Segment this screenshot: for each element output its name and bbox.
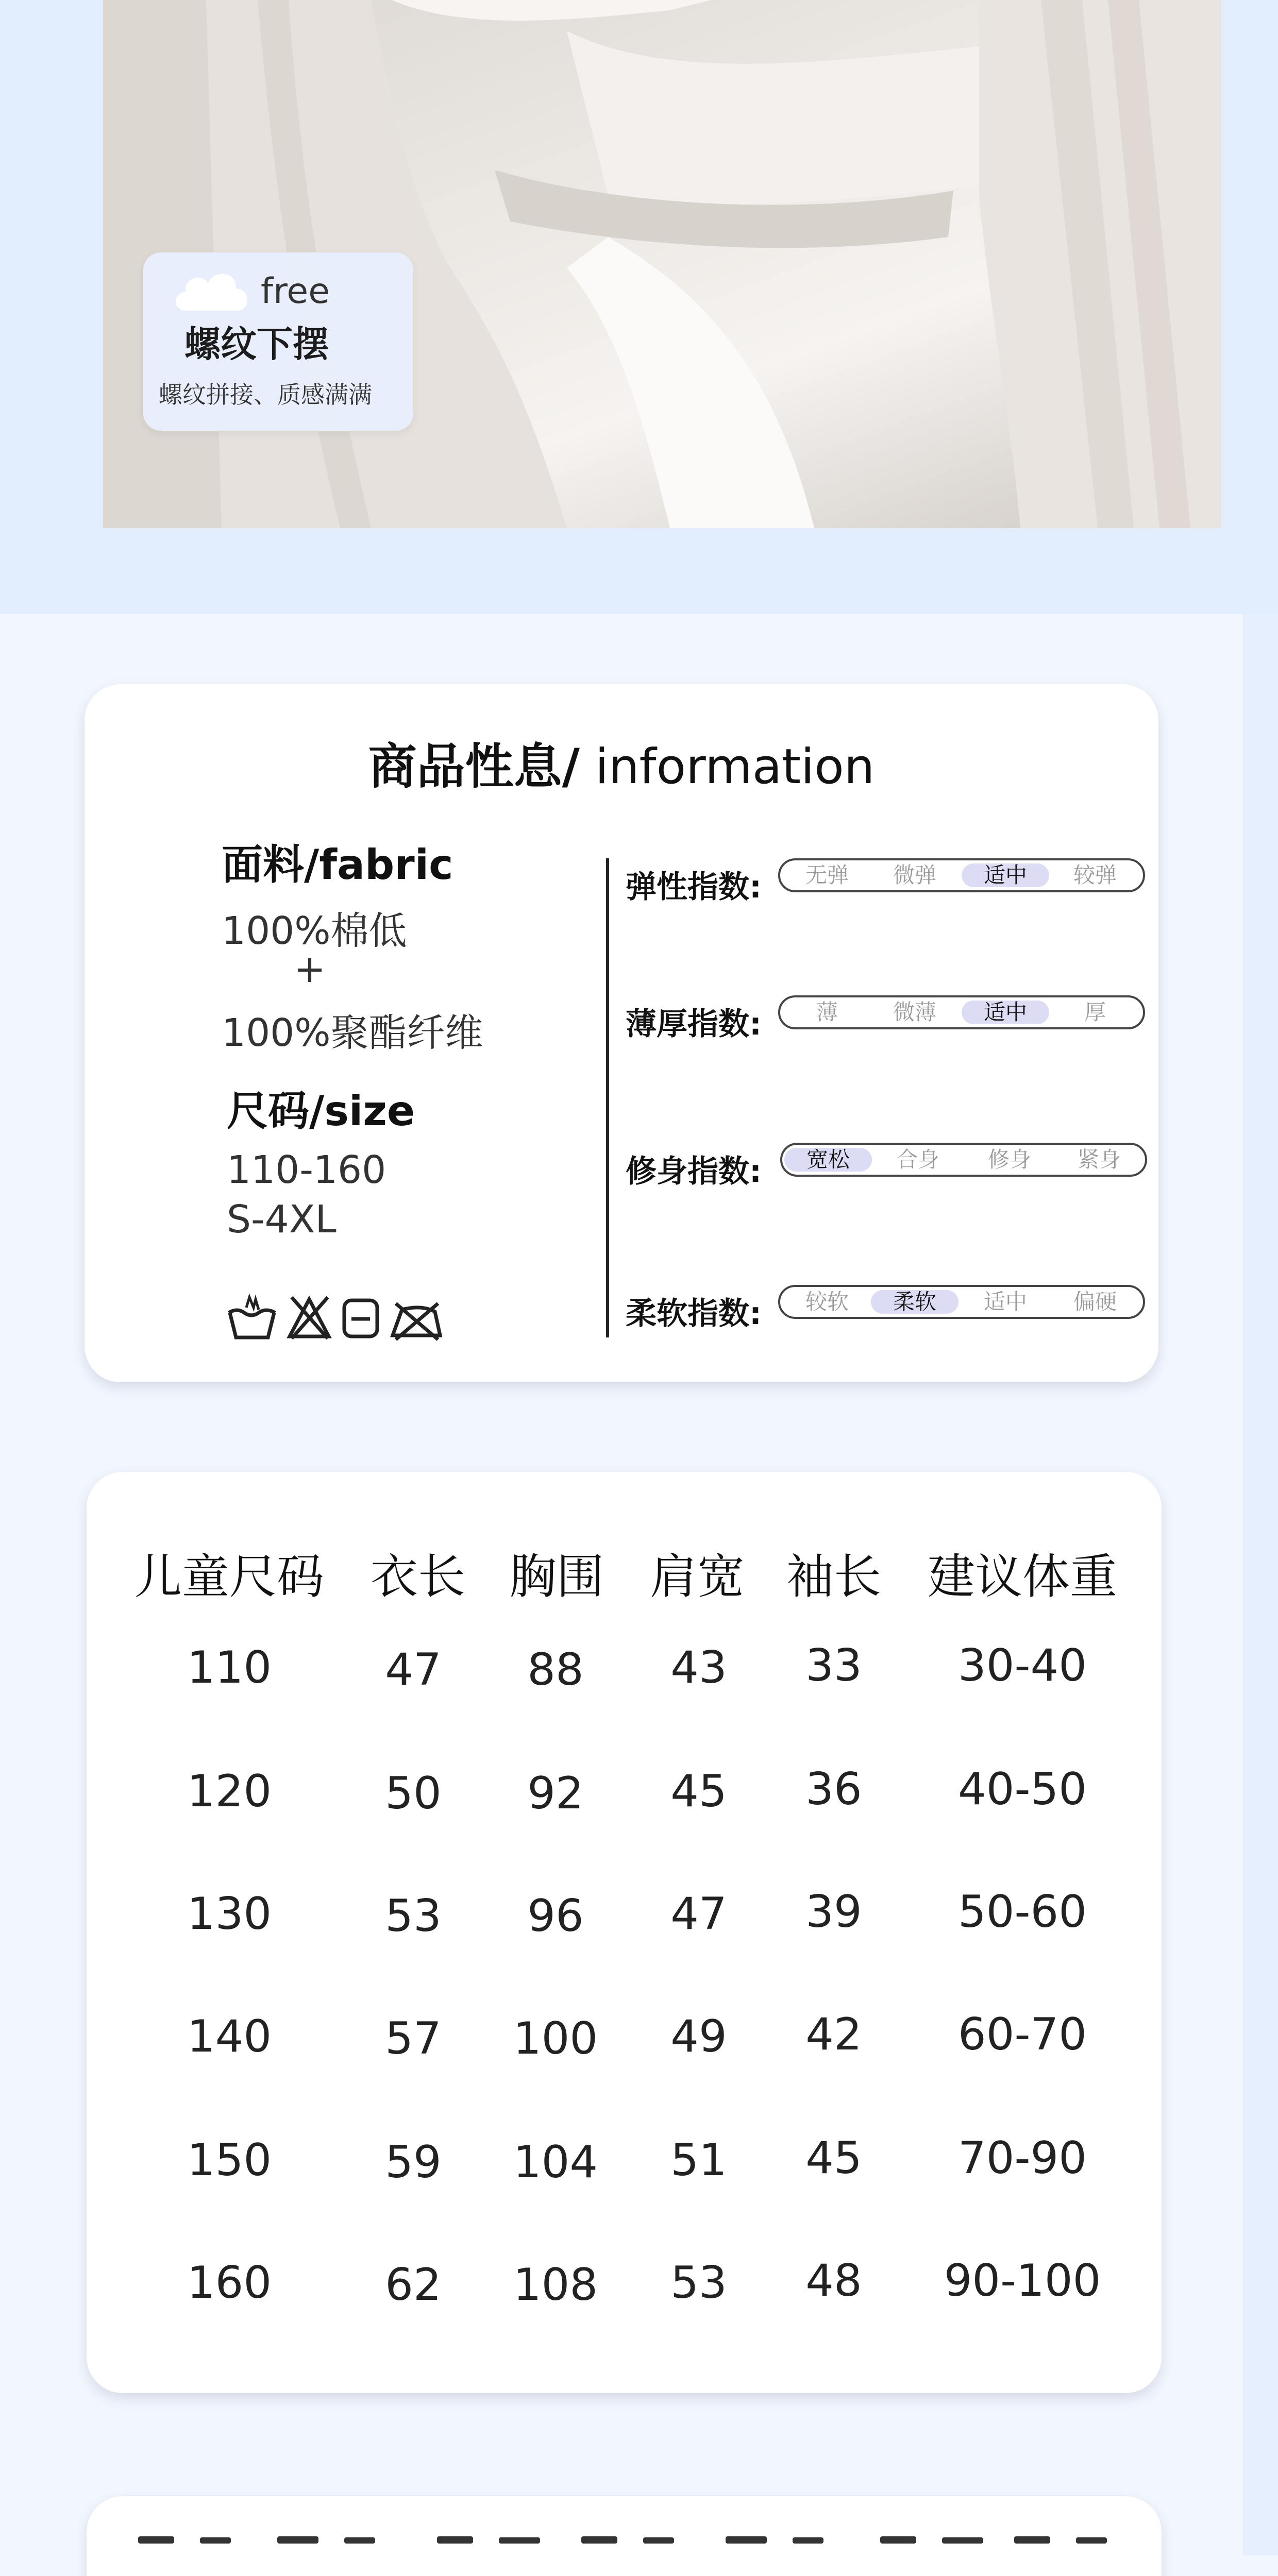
next-section-card xyxy=(87,2496,1162,2576)
fit-index-label: 修身指数: xyxy=(626,1154,762,1190)
table-cell: 160 xyxy=(187,2257,272,2309)
thickness-index-scale xyxy=(778,995,1145,1029)
table-cell: 90-100 xyxy=(944,2255,1101,2307)
table-cell: 130 xyxy=(187,1888,272,1940)
right-edge-strip xyxy=(1243,614,1278,2555)
thickness-option-selected: 适中 xyxy=(962,1001,1049,1024)
table-cell: 40-50 xyxy=(958,1764,1087,1815)
table-cell: 88 xyxy=(527,1644,584,1696)
table-cell: 108 xyxy=(513,2259,598,2311)
table-cell: 50-60 xyxy=(958,1886,1087,1938)
table-cell: 43 xyxy=(670,1642,727,1693)
table-cell: 53 xyxy=(385,1890,442,1942)
elasticity-option: 微弹 xyxy=(893,862,936,888)
table-cell: 33 xyxy=(805,1640,862,1691)
size-letters: S-4XL xyxy=(227,1197,337,1242)
softness-option: 适中 xyxy=(983,1289,1027,1314)
table-cell: 57 xyxy=(385,2013,442,2064)
info-title-cn: 商品性息/ xyxy=(368,739,580,795)
feature-tag-free: free xyxy=(261,271,330,312)
info-divider xyxy=(606,858,609,1337)
feature-tag-subtitle: 螺纹拼接、质感满满 xyxy=(159,381,372,409)
feature-tag-card xyxy=(143,252,413,431)
table-cell: 70-90 xyxy=(958,2132,1087,2184)
table-cell: 96 xyxy=(527,1890,584,1942)
size-table-header: 肩宽 xyxy=(649,1549,745,1604)
size-table-header: 建议体重 xyxy=(927,1549,1118,1604)
table-cell: 120 xyxy=(187,1766,272,1817)
table-cell: 104 xyxy=(513,2137,598,2188)
fit-index-scale xyxy=(780,1143,1147,1177)
no-iron-icon xyxy=(393,1303,440,1340)
feature-tag-title: 螺纹下摆 xyxy=(184,323,329,365)
table-cell: 51 xyxy=(670,2134,727,2186)
table-cell: 140 xyxy=(187,2011,272,2062)
info-title xyxy=(85,727,1158,797)
table-cell: 100 xyxy=(513,2013,598,2064)
table-cell: 50 xyxy=(385,1768,442,1819)
table-cell: 47 xyxy=(385,1644,442,1696)
care-icons xyxy=(227,1292,443,1346)
size-table-header: 袖长 xyxy=(786,1549,882,1604)
table-cell: 92 xyxy=(527,1768,584,1819)
table-cell: 39 xyxy=(805,1886,862,1938)
fit-option-selected: 宽松 xyxy=(784,1148,872,1172)
thickness-option: 微薄 xyxy=(893,999,936,1025)
table-cell: 53 xyxy=(670,2257,727,2309)
fit-option: 紧身 xyxy=(1077,1147,1121,1172)
table-cell: 59 xyxy=(385,2137,442,2188)
elasticity-option: 较弹 xyxy=(1073,862,1117,888)
table-cell: 30-40 xyxy=(958,1640,1087,1691)
softness-option: 偏硬 xyxy=(1073,1289,1117,1314)
fabric-plus: + xyxy=(294,947,326,991)
tumble-dry-icon xyxy=(344,1300,377,1336)
elasticity-index-scale xyxy=(778,858,1145,892)
thickness-index-label: 薄厚指数: xyxy=(626,1006,762,1042)
size-table-header: 儿童尺码 xyxy=(134,1549,325,1604)
softness-index-label: 柔软指数: xyxy=(626,1296,762,1332)
size-table-header: 胸围 xyxy=(509,1549,604,1604)
table-cell: 47 xyxy=(670,1888,727,1940)
cut-off-text-glyphs xyxy=(128,2526,1128,2557)
fit-option: 合身 xyxy=(896,1147,939,1172)
fabric-line-1: 100%棉低 xyxy=(222,909,407,953)
hand-wash-icon xyxy=(229,1297,275,1337)
thickness-option: 薄 xyxy=(816,999,838,1025)
product-info-card xyxy=(85,684,1158,1382)
fabric-heading: 面料/fabric xyxy=(222,841,453,889)
softness-option-selected: 柔软 xyxy=(871,1290,959,1314)
table-cell: 48 xyxy=(805,2255,862,2307)
elasticity-option-selected: 适中 xyxy=(962,863,1049,887)
info-title-en: information xyxy=(579,739,875,795)
fit-option: 修身 xyxy=(987,1147,1031,1172)
elasticity-index-label: 弹性指数: xyxy=(626,869,762,905)
table-cell: 45 xyxy=(805,2132,862,2184)
table-cell: 150 xyxy=(187,2134,272,2186)
table-cell: 49 xyxy=(670,2011,727,2062)
table-cell: 62 xyxy=(385,2259,442,2311)
cloud-icon xyxy=(170,262,253,318)
fabric-line-2: 100%聚酯纤维 xyxy=(222,1011,483,1055)
elasticity-option: 无弹 xyxy=(805,862,849,888)
product-photo-band xyxy=(0,0,1278,614)
size-range: 110-160 xyxy=(227,1148,386,1192)
table-cell: 42 xyxy=(805,2009,862,2060)
softness-option: 较软 xyxy=(805,1289,849,1314)
table-cell: 45 xyxy=(670,1766,727,1817)
no-bleach-icon xyxy=(290,1297,329,1338)
size-table-header: 衣长 xyxy=(370,1549,466,1604)
table-cell: 60-70 xyxy=(958,2009,1087,2060)
thickness-option: 厚 xyxy=(1084,999,1106,1025)
softness-index-scale xyxy=(778,1285,1145,1319)
table-cell: 110 xyxy=(187,1642,272,1693)
size-heading: 尺码/size xyxy=(227,1087,415,1135)
size-chart-card xyxy=(87,1472,1162,2393)
table-cell: 36 xyxy=(805,1764,862,1815)
